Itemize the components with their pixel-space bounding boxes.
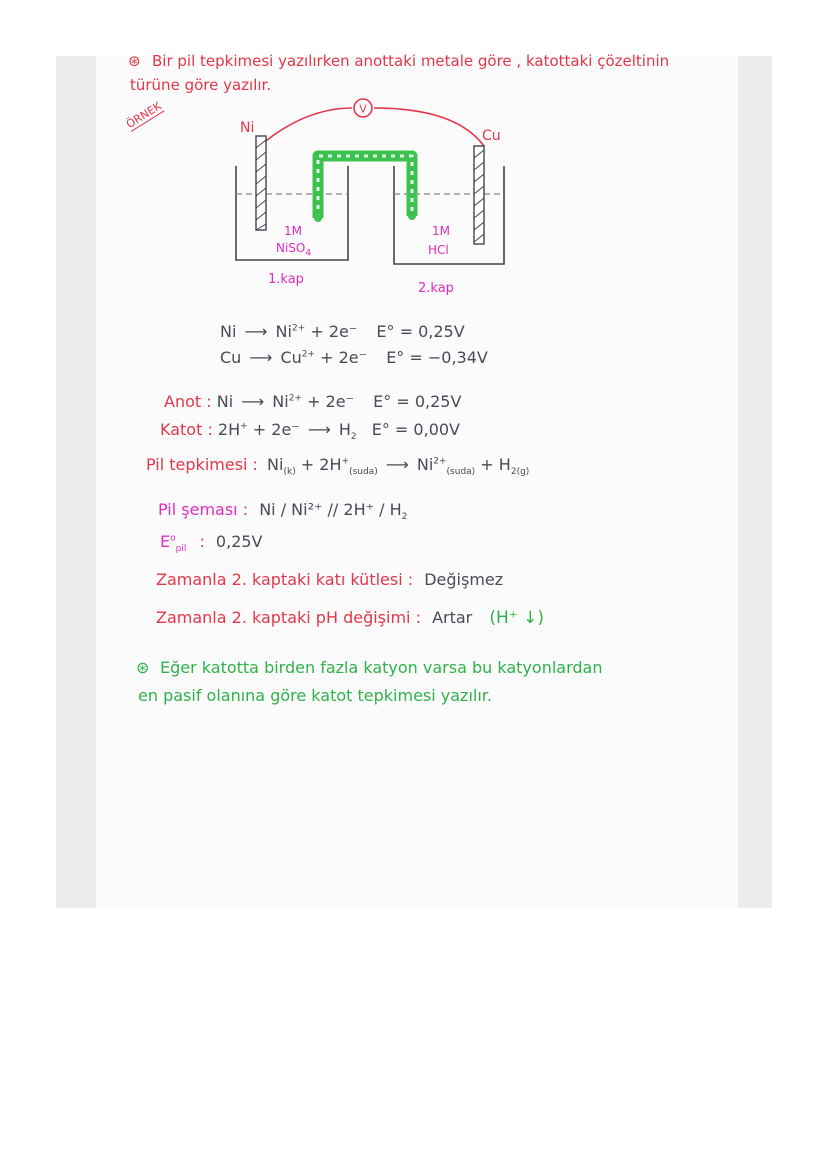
right-metal-label: Cu — [482, 128, 501, 144]
right-cup-label: 2.kap — [418, 281, 454, 296]
salt-bridge-right-tip — [408, 212, 416, 220]
reaction-cu: Cu ⟶ $Cu^{2+} + 2e^-$ E° = −0,34V — [220, 348, 488, 367]
left-metal-label: Ni — [240, 120, 255, 136]
note1-bullet-icon: ⊛ — [128, 52, 141, 70]
zamanla-ph-row: Zamanla 2. kaptaki pH değişimi : Artar (H⁺ ↓) — [156, 608, 545, 628]
katot-row: Katot : 2H+ + 2e⁻ ⟶ $H_2$ E° = 0,00V — [160, 420, 460, 443]
salt-bridge-hatching — [318, 156, 412, 218]
zamanla-mass-row: Zamanla 2. kaptaki katı kütlesi : Değişmez — [156, 570, 504, 589]
pil-semasi-row: Pil şeması : Ni / $Ni^{2+} // 2H^+ / H_2$ — [158, 500, 408, 523]
note1-line1: Bir pil tepkimesi yazılırken anottaki metale göre , katottaki çözeltinin — [152, 52, 670, 70]
note1-line2: türüne göre yazılır. — [130, 76, 272, 94]
epil-row: $E^o_{pil}$ : 0,25V — [160, 532, 263, 555]
note2-line1: Eğer katotta birden fazla katyon varsa bu katyonlardan — [160, 658, 603, 677]
pil-tepkimesi-row: Pil tepkimesi : $Ni_{(k)} + 2H^+_{(suda)}$ ⟶ $Ni^{2+}_{(suda)} + H_{2(g)}$ — [146, 455, 530, 478]
salt-bridge-left-tip — [314, 214, 322, 222]
reaction-ni: Ni ⟶ $Ni^{2+} + 2e^-$ E° = 0,25V — [220, 322, 465, 341]
voltmeter-label: V — [359, 102, 367, 116]
ornek-label: ÖRNEK — [124, 99, 164, 132]
anot-row: Anot : Ni ⟶ $Ni^{2+} + 2e^-$ E° = 0,25V — [164, 392, 462, 411]
left-cup-label: 1.kap — [268, 272, 304, 287]
salt-bridge — [318, 156, 412, 218]
left-concentration: 1M — [284, 224, 302, 238]
wire-left — [262, 108, 352, 144]
wire-right — [374, 108, 484, 146]
left-solution-label: NiSO$_4$ — [276, 241, 312, 259]
note2-line2: en pasif olanına göre katot tepkimesi yazılır. — [138, 686, 492, 705]
right-concentration: 1M — [432, 224, 450, 238]
note2-bullet-icon: ⊛ — [136, 658, 150, 677]
right-solution-label: HCl — [428, 243, 449, 257]
